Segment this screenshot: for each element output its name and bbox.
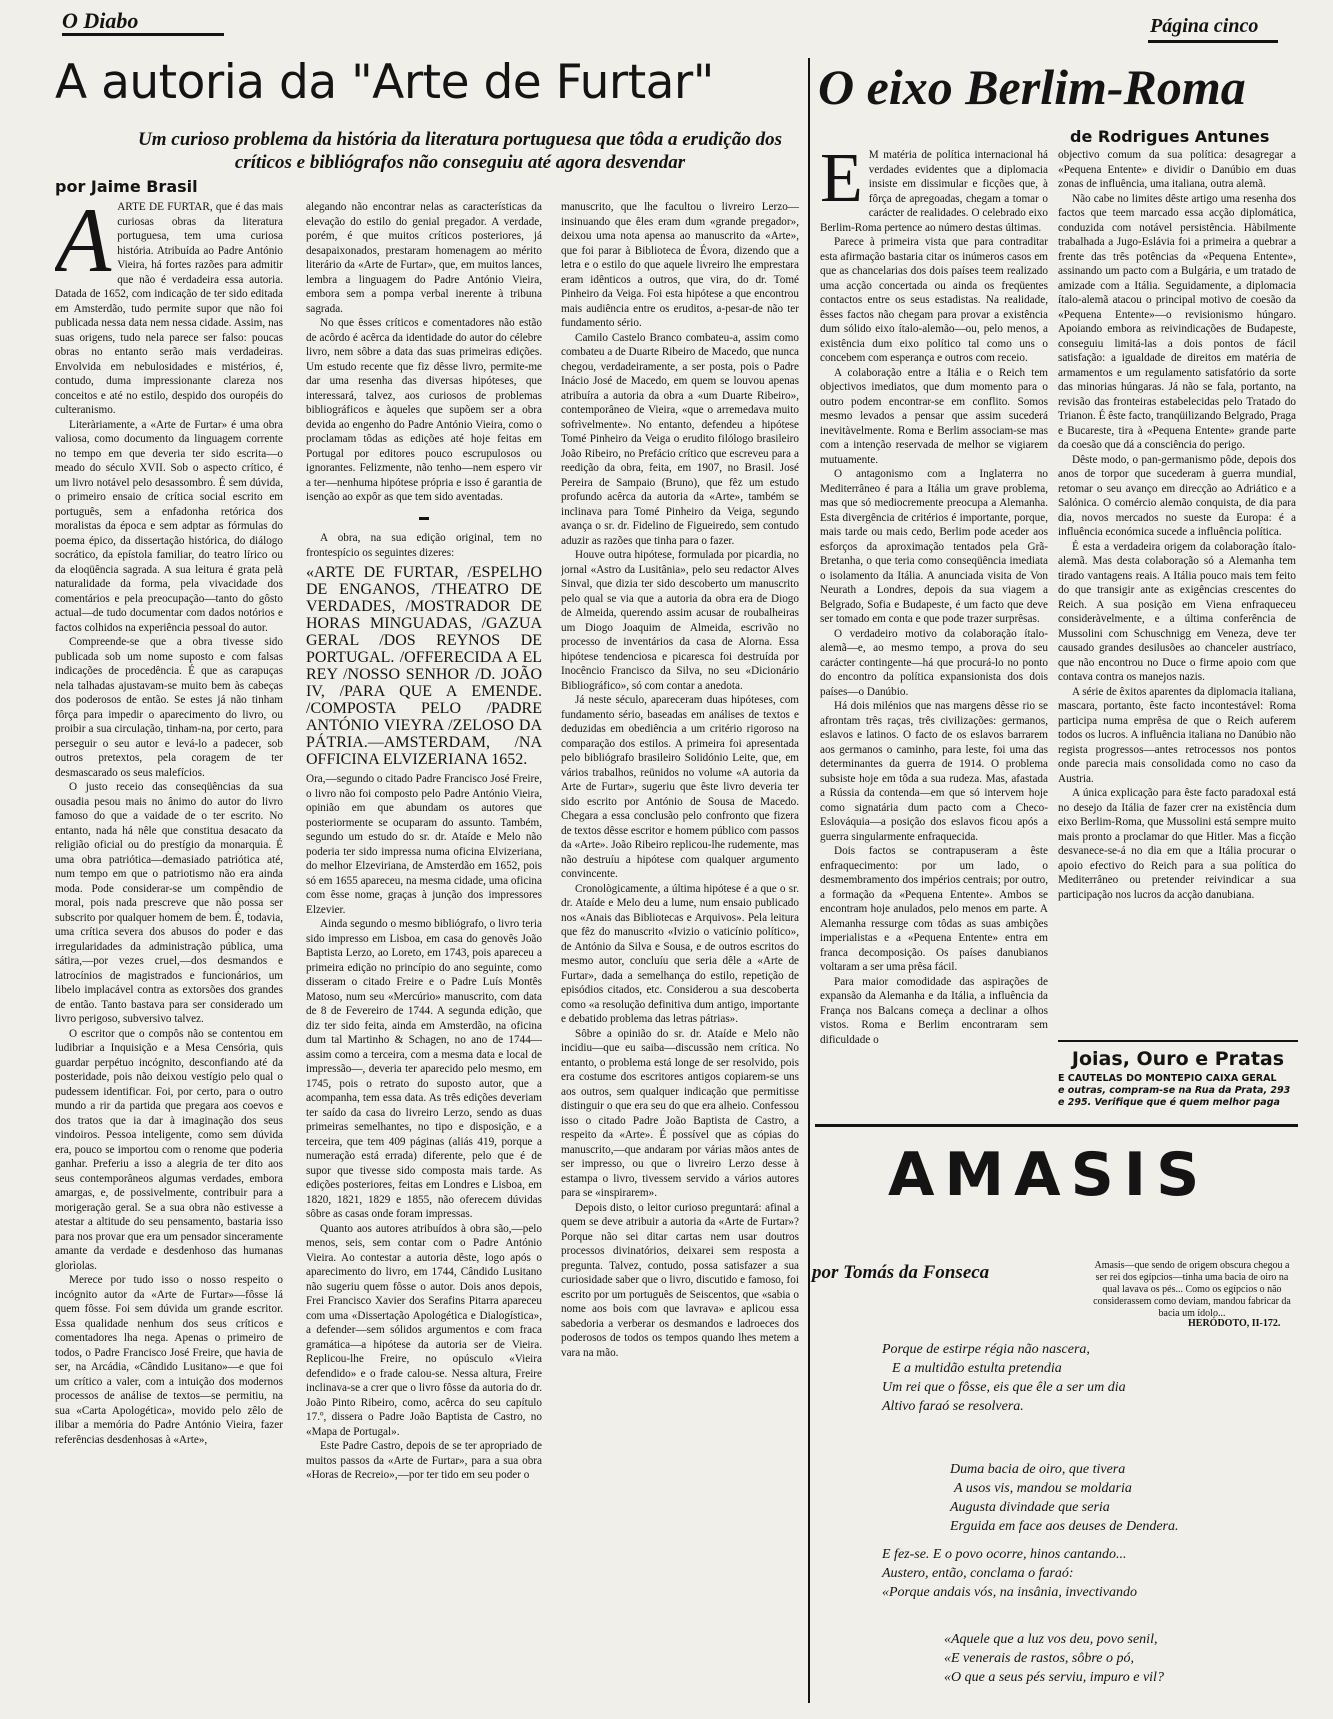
article-divider — [808, 58, 810, 1703]
paragraph: Merece por tudo isso o nosso respeito o incógnito autor da «Arte de Furtar»—fôsse lá quem fôsse. Foi sem dúvida um grande escritor. Essa qualidade nenhum dos seus críticos e comentadores lha nega. Apenas o primeiro de todos, o Padre Francisco José Freire, que havia de ser, na Arcádia, «Cândido Lusitano»—e que foi um crítico a valer, com a intuição dos modernos processos de análise de textos—se permitiu, na sua «Carta Apologética», movido pelo zêlo de ilibar a memória do Padre António Vieira, fazer referências desdenhosas à «Arte», — [55, 1274, 283, 1446]
paragraph: Dois factos se contrapuseram a êste enfraquecimento: por um lado, o desmembramento dos impérios centrais; por outro, a formação da «Pequena Entente». Ambos se encontram hoje anulados, pelo menos em parte. A Alemanha ressurge com tôdas as suas ambições imperialistas e a «Pequena Entente» entra em franca decomposição. Os países danubianos voltaram a ser uma prêsa fácil. — [820, 845, 1048, 973]
paragraph: objectivo comum da sua política: desagregar a «Pequena Entente» e dividir o Danúbio em duas zonas de influência, uma italiana, outra alemã. — [1058, 149, 1296, 190]
paragraph: Depois disto, o leitor curioso preguntará: afinal a quem se deve atribuir a autoria da «Arte de Furtar»? Porque não sei ditar cartas nem usar doutros processos divinatórios, deixarei sem resposta a pregunta. Talvez, contudo, possa satisfazer a sua curiosidade saber que o livro, discutido e famoso, foi escrito por um português de Seiscentos, que «sabia o nome aos bois com que lavrava» e aplicou essa sabedoria a verberar os desmandos e ladroeces dos poderosos de todos os tempos quando lhes metem a vara na mão. — [561, 1201, 799, 1359]
paragraph: Ora,—segundo o citado Padre Francisco José Freire, o livro não foi composto pelo Padre António Vieira, opinião em que abundam os autores que posteriormente se ocuparam do assunto. Também, segundo um estudo do sr. dr. Ataíde e Melo não poderia ter sido impressa numa oficina Elvizeriana, do melhor Elzeviriana, de Amsterdão em 1652, pois só em 1655 apareceu, na mesma cidade, uma oficina com êsse nome, graças à junção dos impressores Elzevier. — [306, 773, 542, 916]
paragraph: Camilo Castelo Branco combateu-a, assim como combateu a de Duarte Ribeiro de Macedo, que nunca chegou, verdadeiramente, a ser posta, pois o Padre Inácio José de Macedo, em quem se louvou apenas atribuíra a autoria da obra a «um Duarte Ribeiro», contemporâneo de Vieira, «que o arremedava muito sofrìvelmente». No entanto, defendeu a hipótese Tomé Pinheiro da Veiga o erudito filólogo brasileiro João Ribeiro, no Prefácio crítico que escreveu para a reedição da obra, feita, em 1907, no Brasil. José Pereira de Sampaio (Bruno), que fêz um estudo profundo acêrca da autoria da «Arte», também se inclinava para Tomé Pinheiro da Veiga, segundo avança o sr. dr. Fidelino de Figueiredo, sem contudo aduzir as razões que tinha para o fazer. — [561, 331, 799, 547]
article-column-2 — [306, 200, 542, 1700]
right-article-column-1 — [820, 148, 1048, 1108]
poem-line: Erguida em face aos deuses de Dendera. — [950, 1519, 1179, 1534]
paragraph: alegando não encontrar nelas as características da elevação do estilo do genial pregador. A verdade, porém, é que muitos críticos posteriores, já desapaixonados, prestaram homenagem ao mérito literário da «Arte de Furtar», que, em muitos lances, lembra a linguagem do Padre António Vieira, embora sem a pompa verbal inerente à tribuna sagrada. — [306, 201, 542, 315]
article-headline: A autoria da "Arte de Furtar" — [55, 55, 714, 110]
poem-line: A usos vis, mandou se moldaria — [954, 1481, 1132, 1496]
poem-line: Duma bacia de oiro, que tivera — [950, 1462, 1126, 1477]
paragraph: Ainda segundo o mesmo bibliógrafo, o livro teria sido impresso em Lisboa, em casa do genovês João Baptista Lerzo, ao Loreto, em 1743, pois apareceu a primeira edição no princípio do ano seguinte, como disseram o citado Freire e o Padre Luís Montês Matoso, num seu «Mercúrio» manuscrito, com data de 8 de Fevereiro de 1744. A segunda edição, que diz ter sido feita, ainda em Amsterdão, na oficina dum tal Martinho & Schagen, no ano de 1744—assim como a terceira, com a mesma data e local de impressão—, deveria ter aparecido pelo mesmo, em 1745, pois o retrato do suposto autor, que a acompanha, tem essa data. As três edições deveriam ter saído da casa do livreiro Lerzo, sendo as duas primeiras semelhantes, no tipo e disposição, e a terceira, que tem 409 páginas (aliás 419, porque a numeração está errada) diferente, pelo que é de supor que tivesse sido composta mais tarde. As edições posteriores, feitas em Londres e Lisboa, em 1820, 1821, 1829 e 1855, não oferecem dúvidas sôbre as casas onde foram impressas. — [306, 918, 542, 1220]
paragraph: A série de êxitos aparentes da diplomacia italiana, mascara, portanto, êste facto incontestável: Roma participa numa emprêsa de que o Reich auferem todos os lucros. A influência italiana no Danúbio não regista progressos—antes retrocessos nos pontos onde parecia mais consolidada como no caso da Austria. — [1058, 685, 1296, 785]
paragraph: M matéria de política internacional há verdades evidentes que a diplomacia insiste em dissimular e ficções que, à fôrça de apregoadas, chegam a tomar o carácter de realidades. O celebrado eixo Berlim-Roma pertence ao número destas últimas. — [820, 149, 1048, 234]
poem-line: Austero, então, conclama o faraó: — [882, 1566, 1074, 1581]
paragraph: Não cabe no limites dêste artigo uma resenha dos factos que teem marcado essa acção diplomática, conduzida com notável persistência. Hàbilmente trabalhada a Jugo-Eslávia foi a primeira a quebrar a frente das três potências da «Pequena Entente», assinando um pacto com a Bulgária, e um tratado de amizade com a Itália. Seguidamente, a diplomacia ítalo-alemã atacou o principal motivo de coesão da «Pequena Entente»—o revisionismo húngaro. Apoiando embora as reivindicações de Budapeste, conseguiu limitá-las a dois pontos de fácil satisfação: a igualdade de direitos em matéria de armamentos e um regulamento satisfatório da sorte das minorias húngaras. Já não se fala, portanto, na revisão das fronteiras estabelecidas pelo Tratado do Trianon. É êste facto, tranqüilizando Belgrado, Praga e Bucareste, tira à «Pequena Entente» grande parte da coesão que dá a consciência do perigo. — [1058, 192, 1296, 451]
poem-line: Um rei que o fôsse, eis que êle a ser um dia — [882, 1380, 1126, 1395]
paragraph: Quanto aos autores atribuídos à obra são,—pelo menos, seis, sem contar com o Padre António Vieira. Ao contestar a autoria dêste, logo após o aparecimento do livro, em 1744, Cândido Lusitano não sugeriu quem fôsse o autor. Dois anos depois, Frei Francisco Xavier dos Serafins Pitarra apareceu com uma «Dissertação Apologética e Dialogística», a defender—sem sólidos argumentos e com fraca gramática—a hipótese da autoria ser de Vieira. Replicou-lhe Freire, no opúsculo «Vieira defendido» e o frade calou-se. Nessa altura, Freire inclinava-se a crer que o livro fôsse da autoria do dr. João Pinto Ribeiro, como, acêrca do seu capítulo 17.º, dissera o Padre João Baptista de Castro, no «Mapa de Portugal». — [306, 1222, 542, 1438]
masthead-right-rule — [1148, 40, 1278, 43]
poem-line: Altivo faraó se resolvera. — [882, 1399, 1024, 1414]
poem-line: Porque de estirpe régia não nascera, — [882, 1342, 1090, 1357]
advert-line: e outras, compram-se na Rua da Prata, 293 e 295. Verifique que é quem melhor paga — [1058, 1085, 1291, 1108]
poem-line: «O que a seus pés serviu, impuro e vil? — [944, 1670, 1164, 1685]
poem-line: Augusta divindade que seria — [950, 1500, 1110, 1515]
paragraph: Este Padre Castro, depois de se ter apropriado de muitos passos da «Arte de Furtar», para a sua obra «Horas de Recreio»,—por ter tido em seu poder o — [306, 1440, 542, 1481]
paragraph: ARTE DE FURTAR, que é das mais curiosas obras da literatura portuguesa, tem uma curiosa história. Atribuída ao Padre António Vieira, há fortes razões para admitir que não é verdadeira essa autoria. Datada de 1652, com indicação de ter sido editada em Amsterdão, tudo permite supor que não foi publicada nessa data nem nessa cidade. Assim, nas suas origens, tudo nela parece ser falso: poucas obras no entanto serão mais verdadeiras. Envolvida em nebulosidades e mistérios, é, contudo, duma impressionante clareza nos conceitos e até no estilo, despido dos ouropéis do culteranismo. — [55, 201, 283, 416]
section-rule — [815, 1124, 1298, 1127]
masthead-left-rule — [62, 33, 224, 36]
poem-stanza-3 — [882, 1545, 1137, 1602]
title-page-quote: «ARTE DE FURTAR, /ESPELHO DE ENGANOS, /THEATRO DE VERDADES, /MOSTRADOR DE HORAS MINGUADAS, /GAZUA GERAL /DOS REYNOS DE PORTUGAL. /OFFERECIDA A EL REY /NOSSO SENHOR /D. JOÃO IV, /PARA QUE A EMENDE. /COMPOSTA PELO /PADRE ANTÓNIO VIEYRA /ZELOSO DA PÁTRIA.—AMSTERDAM, /NA OFFICINA ELVIZERIANA 1652. — [306, 564, 542, 768]
paragraph: A obra, na sua edição original, tem no frontespício os seguintes dizeres: — [306, 532, 542, 559]
advert-line: E CAUTELAS DO MONTEPIO CAIXA GERAL — [1058, 1073, 1277, 1084]
paragraph: O escritor que o compôs não se contentou em ludibriar a Inquisição e a Mesa Censória, quis guardar perpétuo incógnito, desconfiando até da posteridade, pois não deixou vestígio pelo qual o pudessem identificar. Foi, por certo, para o outro mundo a rir da partida que pregara aos coevos e dos tratos que ia dar à imaginação dos seus vindoiros. Pessoa inteligente, como sem dúvida era, pouco se importou com o renome que poderia ganhar. Preferiu a isso a alegria de ter dito aos seus contemporâneos algumas verdades, embora amargas, e, de possivelmente, contribuir para a morigeração geral. Se a sua obra não estivesse a atestar a altitude do seu pensamento, bastaria isso para nos provar que era um pensador sinceramente amante da verdade e desdenhoso das humanas glorìolas. — [55, 1027, 283, 1272]
poem-epigraph: Amasis—que sendo de origem obscura chegou a ser rei dos egípcios—tinha uma bacia de oiro na qual lavava os pés... Como os egípcios o não considerassem como deviam, mandou fabricar da bacia um ídolo... — [1093, 1260, 1291, 1319]
right-article-column-2 — [1058, 148, 1296, 1033]
paragraph: manuscrito, que lhe facultou o livreiro Lerzo—insinuando que êles eram dum «grande pregador», deixou uma nota apensa ao manuscrito da «Arte», que foi parar à Biblioteca de Évora, dizendo que a letra e o estilo do que aquele livreiro lhe emprestara eram idênticos a outros, que vira, do dr. Tomé Pinheiro da Veiga. Foi esta hipótese a que encontrou mais audiência entre os eruditos, a-pesar-de não ter fundamento sério. — [561, 201, 799, 329]
advert-box — [1058, 1040, 1298, 1112]
article-headline-right: O eixo Berlim-Roma — [818, 59, 1246, 115]
paragraph: A única explicação para êste facto paradoxal está no desejo da Itália de fazer crer na existência dum eixo Berlim-Roma, que Mussolini está sempre muito mais pronto a proclamar do que Hitler. Mas a ficção desvanece-se-á no dia em que a Itália procurar o apoio efectivo do Reich para a sua política do Mediterrâneo ou pretender reivindicar a sua participação nos lucros da acção danubiana. — [1058, 787, 1296, 901]
poem-line: E a multidão estulta pretendia — [892, 1361, 1062, 1376]
poem-epigraph-source: HERÓDOTO, II-172. — [1188, 1318, 1281, 1329]
article-byline: por Jaime Brasil — [55, 177, 198, 196]
poem-title: AMASIS — [888, 1140, 1210, 1210]
article-column-3 — [561, 200, 799, 1700]
poem-line: «Aquele que a luz vos deu, povo senil, — [944, 1632, 1158, 1647]
poem-stanza-1 — [882, 1340, 1126, 1416]
poem-line: «E venerais de rastos, sôbre o pó, — [944, 1651, 1135, 1666]
paragraph: Há dois milénios que nas margens dêsse rio se afrontam três raças, três civilizações: germanos, eslavos e latinos. O facto de os eslavos barrarem aos germanos o caminho, para leste, foi uma das determinantes da guerra de 1914. O problema subsiste hoje em tôda a sua rudeza. Mas, afastada a Rússia da contenda—em que só intervem hoje como signatária dum pacto com a Checo-Eslováquia—a posição dos eslavos ficou após a guerra singularmente enfraquecida. — [820, 700, 1048, 843]
paragraph: Cronològicamente, a última hipótese é a que o sr. dr. Ataíde e Melo deu a lume, num ensaio publicado nos «Anais das Bibliotecas e Arquivos». Pela leitura que fêz do manuscrito «Ivizio o vaticínio político», de António da Silva e Sousa, e de outros escritos do mesmo autor, concluíu que seria dêle a «Arte de Furtar», dada a semelhança do estilo, repetição de episódios citados, etc. Considerou a sua descoberta como «a resolução definitiva dum antigo, importante e debatido problema das letras pátrias». — [561, 882, 799, 1025]
poem-byline: por Tomás da Fonseca — [812, 1262, 990, 1283]
paragraph: No que êsses críticos e comentadores não estão de acôrdo é acêrca da identidade do autor do célebre livro, nem sôbre a data das suas primeiras edições. Um estudo recente que fiz dêsse livro, permite-me dar uma resenha das diversas hipóteses, que interessará, talvez, aos curiosos de problemas bibliográficos e àqueles que supõem ser a obra devida ao engenho do Padre António Vieira, como o proclamam tôdas as edições até hoje feitas em Portugal por editores pouco escrupulosos ou ignorantes. Felizmente, não tenho—nem espero vir a ter—nenhuma hipótese própria e isso é garantia de isenção ao expôr as que tem sido aventadas. — [306, 317, 542, 503]
section-ornament: ▬ — [419, 511, 429, 523]
paragraph: É esta a verdadeira origem da colaboração ítalo-alemã. Mas desta colaboração só a Alemanha tem tirado vantagens reais. A Itália pouco mais tem feito do que transigir ante as exigências crescentes do Reich. A sua posição em Viena enfraqueceu consideràvelmente, e a última conferência de Mussolini com Schuschnigg em Veneza, deve ter causado grandes desilusões ao chanceler austríaco, que não encontrou no Duce o firme apoio com que contava contra os manejos nazis. — [1058, 540, 1296, 683]
poem-stanza-4 — [944, 1630, 1164, 1687]
paragraph: Parece à primeira vista que para contraditar esta afirmação bastaria citar os inúmeros casos em que as chancelarias dos dois países teem realizado uma acção concertada ou ainda os freqüentes contactos entre os seus estadistas. Na realidade, êsses factos não chegam para provar a existência dum sólido eixo ítalo-alemão—ou, pelo menos, a existência dum eixo político tal como uns o concebem com esperança e outros com receio. — [820, 236, 1048, 364]
paragraph: Houve outra hipótese, formulada por picardia, no jornal «Astro da Lusitânia», pelo seu redactor Alves Sinval, que dizia ter sido descoberto um manuscrito pelo qual se via que a autoria da obra era de Diogo de Almeida, querendo assim acusar de roubalheiras um Diogo Joaquim de Almeida, escrivão no processo de inventários da casa de Alorna. Essa hipótese tendenciosa e picaresca foi destruída por Inocêncio Francisco da Silva, no seu «Dicionário Bibliográfico», só com contar a anedota. — [561, 549, 799, 692]
page-number: Página cinco — [1150, 15, 1259, 37]
poem-line: «Porque andais vós, na insânia, invectivando — [882, 1585, 1137, 1600]
masthead-title: O Diabo — [62, 8, 139, 33]
paragraph: Para maior comodidade das aspirações de expansão da Alemanha e da Itália, a influência da França nos Balcans começa a declinar a olhos vistos. Roma e Berlim encontraram sem dificuldade o — [820, 975, 1048, 1046]
poem-stanza-2 — [950, 1460, 1178, 1536]
paragraph: O justo receio das conseqüências da sua ousadia pesou mais no ânimo do autor do livro famoso do que a vaidade de o ter escrito. No entanto, nada há nêle que constitua desacato da religião oficial ou do prestígio da monarquia. É uma obra patriótica—demasiado patriótica até, num tempo em que o patriotismo não era ainda moda. Pode considerar-se um compêndio de moral, pois nada prescreve que não possa ser subscrito por qualquer homem de bem. É, todavia, uma crítica severa dos abusos do poder e das irregularidades da administração pública, uma sátira,—por vezes cruel,—dos desmandos e latrocínios de magistrados e funcionários, um libelo implacável contra as extorsões dos grandes de então. Tanto bastava para ser considerado um livro perigoso, subversivo talvez. — [55, 781, 283, 1025]
drop-cap: E — [820, 148, 863, 217]
paragraph: Sôbre a opinião do sr. dr. Ataíde e Melo não incidiu—que eu saiba—discussão nem crítica. No entanto, o problema está longe de ser resolvido, pois era costume dos escritores antigos copiarem-se uns aos outros, sem qualquer indicação que permitisse distinguir o que era seu do que era alheio. Confessou isso o citado Padre João Baptista de Castro, a respeito da «Arte». É possível que as cópias do manuscrito,—que andaram por várias mãos antes de ser impresso, ou que o livreiro Lerzo desse à estampa o livro, tivessem servido a vários autores para se «inspirarem». — [561, 1027, 799, 1199]
article-byline-right: de Rodrigues Antunes — [1070, 127, 1270, 146]
paragraph: Já neste século, apareceram duas hipóteses, com fundamento sério, baseadas em análises de textos e deduzidas em obediência a um critério rigoroso na comparação dos estilos. A primeira foi apresentada pelo bibliógrafo brasileiro Solidónio Leite, que, em vários trabalhos, reünidos no volume «A autoria da Arte de Furtar», sugeriu que êste livro deveria ter sido escrito por António de Sousa de Macedo. Chegara a essa conclusão pelo confronto que fizera de textos dêsse escritor e homem público com passos da «Arte». João Ribeiro replicou-lhe rudemente, mas não destruíu a hipótese com qualquer argumento convincente. — [561, 694, 799, 880]
paragraph: Literàriamente, a «Arte de Furtar» é uma obra valiosa, como documento da linguagem corrente no tempo em que deveria ter sido escrita—o meado do século XVII. Sob o aspecto crítico, é um livro notável pelo desassombro. É sem dúvida, o primeiro ensaio de crítica social escrito em português, sem a enfadonha retórica dos moralistas da época e sem adptar as fórmulas do poema épico, da dissertação histórica, do diálogo socrático, da epístola familiar, do teatro lírico ou da eloqüência sagrada. A sua leitura é grata pelà naturalidade da forma, pela vivacidade dos comentários e pela preocupação—tanto do gôsto actual—de tudo documentar com dados notórios e factos colhidos na experiência pessoal do autor. — [55, 418, 283, 634]
article-column-1 — [55, 200, 283, 1700]
paragraph: Dêste modo, o pan-germanismo pôde, depois dos anos de torpor que sucederam à guerra mundial, retomar o seu avanço em direcção ao Adriático e a Salónica. O comércio alemão conquista, de dia para dia, novos mercados no sueste da Europa: é a influência económica sucede a influência política. — [1058, 453, 1296, 538]
paragraph: Compreende-se que a obra tivesse sido publicada sob um nome suposto e com falsas indicações de procedência. É que as carapuças nela talhadas ajustavam-se muito bem às cabeças dos poderosos de então. Se estes já não tinham fôrça para impedir o aparecimento do livro, ou proibir a sua circulação, tinham-na, por certo, para perseguir o seu autor e levá-lo a padecer, sob outros pretextos, pela coragem de ter desmascarado os seus malefícios. — [55, 636, 283, 779]
poem-line: E fez-se. E o povo ocorre, hinos cantando... — [882, 1547, 1127, 1562]
paragraph: A colaboração entre a Itália e o Reich tem objectivos imediatos, que dum momento para o outro podem encontrar-se em conflito. Somos mesmo levados a pensar que assim sucederá inevitàvelmente. Roma e Berlim associam-se mas com a intenção reservada de melhor se vigiarem mutuamente. — [820, 366, 1048, 466]
drop-cap: A — [55, 200, 112, 291]
paragraph: O verdadeiro motivo da colaboração ítalo-alemã—e, ao mesmo tempo, a prova do seu carácter contingente—há que procurá-lo no ponto do encontro da política expansionista dos dois países—o Danúbio. — [820, 627, 1048, 698]
paragraph: O antagonismo com a Inglaterra no Mediterrâneo é para a Itália um grave problema, mas que só mediocremente preocupa a Alemanha. Esta divergência de critérios é importante, porque, mais tarde ou mais cedo, Berlim pode aceder aos esforços da aproximação tentados pela Grã-Bretanha, o que teria como conseqüência imediata o isolamento da Itália. A anunciada visita de Von Neurath a Londres, depois da sua viagem a Belgrado, Sofia e Budapeste, é um facto que deve ser tomado em conta e que pode trazer surprêsas. — [820, 468, 1048, 625]
advert-title: Joias, Ouro e Pratas — [1071, 1048, 1285, 1070]
article-subtitle: Um curioso problema da história da literatura portuguesa que tôda a erudição dos críticos e bibliógrafos não conseguiu até agora desvendar — [138, 129, 782, 173]
